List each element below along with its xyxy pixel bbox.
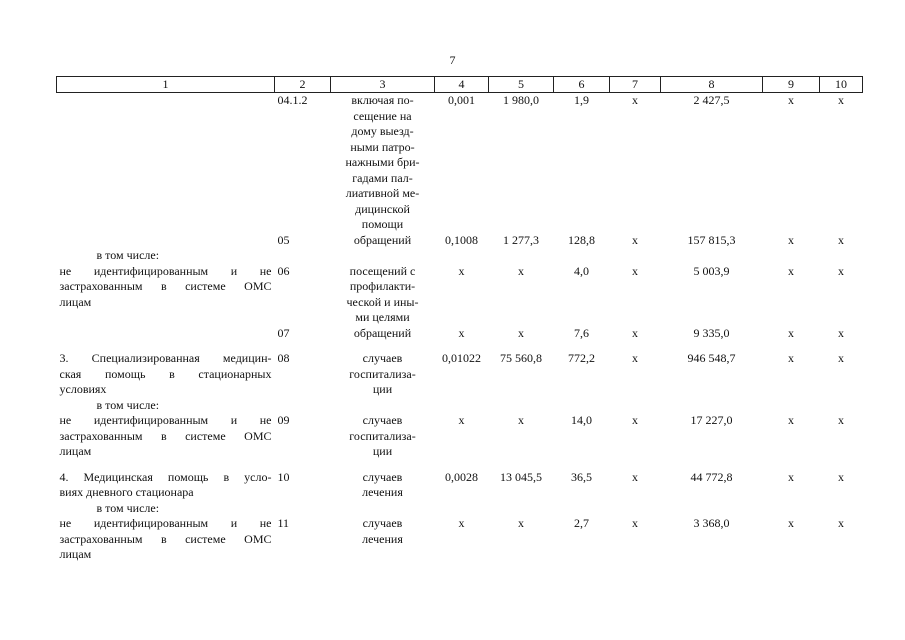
spacer-cell <box>610 460 661 470</box>
row-label <box>57 264 275 326</box>
cell-value <box>435 248 489 264</box>
row-sublabel: в том числе: <box>96 500 160 515</box>
cell-value: 946 548,7 <box>687 351 736 365</box>
column-header: 3 <box>331 77 435 93</box>
table-row <box>57 326 863 342</box>
row-unit-line: нажными бри- <box>345 155 420 169</box>
cell-value: 2 427,5 <box>693 93 730 107</box>
spacer-cell <box>275 341 331 351</box>
row-unit <box>331 470 435 517</box>
column-header: 2 <box>275 77 331 93</box>
cell-value: х <box>838 93 844 107</box>
cell-value: 1 980,0 <box>503 93 539 107</box>
row-unit-line: сещение на <box>353 108 412 123</box>
row-unit-line: ными патро- <box>350 139 415 154</box>
table-row <box>57 233 863 249</box>
cell-value: х <box>788 93 794 107</box>
cell-value: 4,0 <box>574 263 589 278</box>
cell-value: 0,01022 <box>442 351 481 365</box>
row-label <box>57 516 275 563</box>
cell-value: 7,6 <box>574 325 589 340</box>
row-unit-line: ческой и ины- <box>346 294 419 309</box>
cell-value: 14,0 <box>571 413 592 427</box>
row-unit-line: помощи <box>361 217 404 231</box>
row-unit-line: случаев <box>362 469 403 484</box>
row-unit-line: случаев <box>362 351 403 365</box>
row-label-line: застрахованным в системе ОМС <box>59 279 272 293</box>
cell-value: 5 003,9 <box>693 263 730 278</box>
row-label-line: застрахованным в системе ОМС <box>59 531 272 546</box>
cell-value: 9 335,0 <box>693 325 730 340</box>
cell-value: х <box>632 93 638 107</box>
row-label-line: лицам <box>59 294 92 309</box>
table-row <box>57 93 863 233</box>
row-label-line: ская помощь в стационарных <box>59 366 272 381</box>
data-table <box>56 76 863 563</box>
row-code: 05 <box>277 232 290 247</box>
row-sublabel: в том числе: <box>96 397 160 412</box>
row-unit-line: лечения <box>362 531 403 546</box>
row-unit-line: лиативной ме- <box>345 186 420 200</box>
row-unit-line: дицинской <box>355 201 410 216</box>
row-label-line: лицам <box>59 444 92 458</box>
cell-value: х <box>632 516 638 530</box>
cell-value: 0,001 <box>448 93 475 107</box>
cell-value: х <box>838 351 844 365</box>
row-label-line: 3. Специализированная медицин- <box>59 351 272 365</box>
spacer-cell <box>554 341 610 351</box>
cell-value: х <box>838 232 844 247</box>
cell-value: х <box>632 232 638 247</box>
row-unit <box>331 351 435 413</box>
spacer-cell <box>610 341 661 351</box>
cell-value: х <box>788 325 794 340</box>
spacer-cell <box>275 460 331 470</box>
cell-value: х <box>788 351 794 365</box>
row-code: 06 <box>277 263 290 278</box>
spacer-cell <box>489 460 554 470</box>
row-unit-line: включая по- <box>351 93 414 107</box>
row-label-line: условиях <box>59 382 107 396</box>
row-unit <box>331 93 435 233</box>
row-label <box>57 248 275 264</box>
row-unit-line: ции <box>372 382 393 396</box>
spacer-cell <box>763 460 820 470</box>
cell-value: х <box>458 413 465 427</box>
cell-value: х <box>838 469 844 484</box>
table-row <box>57 248 863 264</box>
row-code: 10 <box>277 469 290 484</box>
cell-value: х <box>788 516 794 530</box>
cell-value: х <box>458 325 465 340</box>
table-row <box>57 470 863 517</box>
spacer-cell <box>661 460 763 470</box>
cell-value <box>763 248 820 264</box>
cell-value: х <box>788 232 794 247</box>
column-header: 9 <box>763 77 820 93</box>
cell-value: х <box>632 469 638 484</box>
cell-value <box>610 248 661 264</box>
spacer-row <box>57 460 863 470</box>
cell-value: 0,1008 <box>445 232 478 247</box>
cell-value: х <box>518 516 524 530</box>
cell-value <box>661 248 763 264</box>
row-label-line: не идентифицированным и не <box>59 413 272 427</box>
row-unit-line: дому выезд- <box>351 124 414 138</box>
column-header: 6 <box>554 77 610 93</box>
page-number: 7 <box>449 53 456 67</box>
row-code: 09 <box>277 413 290 427</box>
row-label-line: не идентифицированным и не <box>59 263 272 278</box>
row-unit <box>331 516 435 563</box>
cell-value: х <box>838 516 844 530</box>
row-unit-line: лечения <box>362 485 403 499</box>
row-code: 08 <box>277 351 290 365</box>
cell-value: 17 227,0 <box>690 413 733 427</box>
cell-value <box>820 248 863 264</box>
cell-value: х <box>838 325 844 340</box>
row-unit-line: госпитализа- <box>349 428 416 443</box>
row-label-line: в том числе: <box>96 248 160 262</box>
row-unit-line: посещений с <box>349 263 416 278</box>
cell-value: 1,9 <box>574 93 589 107</box>
table-body <box>57 93 863 563</box>
spacer-cell <box>57 460 275 470</box>
row-unit-line: ции <box>372 444 393 458</box>
row-unit <box>331 248 435 264</box>
header-row <box>57 77 863 93</box>
cell-value: х <box>632 325 638 340</box>
cell-value: х <box>838 263 844 278</box>
row-code <box>275 248 331 264</box>
spacer-cell <box>820 341 863 351</box>
row-unit <box>331 233 435 249</box>
row-unit-line: госпитализа- <box>349 366 416 381</box>
cell-value: х <box>632 263 638 278</box>
cell-value: 1 277,3 <box>503 232 539 247</box>
column-header: 10 <box>820 77 863 93</box>
row-unit <box>331 326 435 342</box>
spacer-cell <box>820 460 863 470</box>
table-row <box>57 516 863 563</box>
cell-value: 772,2 <box>568 351 595 365</box>
spacer-cell <box>435 460 489 470</box>
table-row <box>57 264 863 326</box>
row-label <box>57 233 275 249</box>
row-label <box>57 413 275 460</box>
row-unit-line: гадами пал- <box>352 170 413 185</box>
row-unit <box>331 264 435 326</box>
row-code: 11 <box>277 516 290 530</box>
row-label-line: застрахованным в системе ОМС <box>59 428 272 443</box>
spacer-cell <box>57 341 275 351</box>
cell-value: х <box>788 469 794 484</box>
row-code: 04.1.2 <box>277 93 308 107</box>
cell-value: х <box>632 351 638 365</box>
cell-value: 0,0028 <box>445 469 478 484</box>
row-label-line: 4. Медицинская помощь в усло- <box>59 469 272 484</box>
cell-value <box>554 248 610 264</box>
spacer-cell <box>554 460 610 470</box>
cell-value: х <box>518 413 524 427</box>
column-header: 8 <box>661 77 763 93</box>
column-header: 5 <box>489 77 554 93</box>
cell-value: 44 772,8 <box>690 469 733 484</box>
row-unit-line: профилакти- <box>349 279 416 293</box>
cell-value: х <box>458 516 465 530</box>
cell-value: 13 045,5 <box>500 469 542 484</box>
cell-value: х <box>518 263 524 278</box>
cell-value: 128,8 <box>568 232 595 247</box>
spacer-cell <box>331 460 435 470</box>
spacer-cell <box>661 341 763 351</box>
cell-value: 2,7 <box>574 516 589 530</box>
cell-value: х <box>838 413 844 427</box>
spacer-cell <box>489 341 554 351</box>
column-header: 1 <box>57 77 275 93</box>
row-unit-line: обращений <box>353 232 412 247</box>
cell-value: 36,5 <box>571 469 592 484</box>
row-unit-line: случаев <box>362 516 403 530</box>
row-unit-line: ми целями <box>355 310 410 324</box>
cell-value: 157 815,3 <box>687 232 736 247</box>
column-header: 7 <box>610 77 661 93</box>
row-code: 07 <box>277 325 290 340</box>
row-label <box>57 326 275 342</box>
table-row <box>57 351 863 413</box>
cell-value: х <box>458 263 465 278</box>
row-label <box>57 93 275 233</box>
row-unit <box>331 413 435 460</box>
spacer-cell <box>331 341 435 351</box>
row-label <box>57 351 275 413</box>
cell-value: 75 560,8 <box>500 351 542 365</box>
cell-value: х <box>788 413 794 427</box>
row-label <box>57 470 275 517</box>
spacer-cell <box>435 341 489 351</box>
cell-value: 3 368,0 <box>693 516 730 530</box>
cell-value: х <box>788 263 794 278</box>
row-label-line: лицам <box>59 547 92 561</box>
spacer-cell <box>763 341 820 351</box>
cell-value <box>489 248 554 264</box>
row-unit-line: случаев <box>362 413 403 427</box>
cell-value: х <box>632 413 638 427</box>
row-label-line: виях дневного стационара <box>59 485 194 499</box>
row-unit-line: обращений <box>353 325 412 340</box>
table-row <box>57 413 863 460</box>
cell-value: х <box>518 325 524 340</box>
column-header: 4 <box>435 77 489 93</box>
row-label-line: не идентифицированным и не <box>59 516 272 530</box>
spacer-row <box>57 341 863 351</box>
